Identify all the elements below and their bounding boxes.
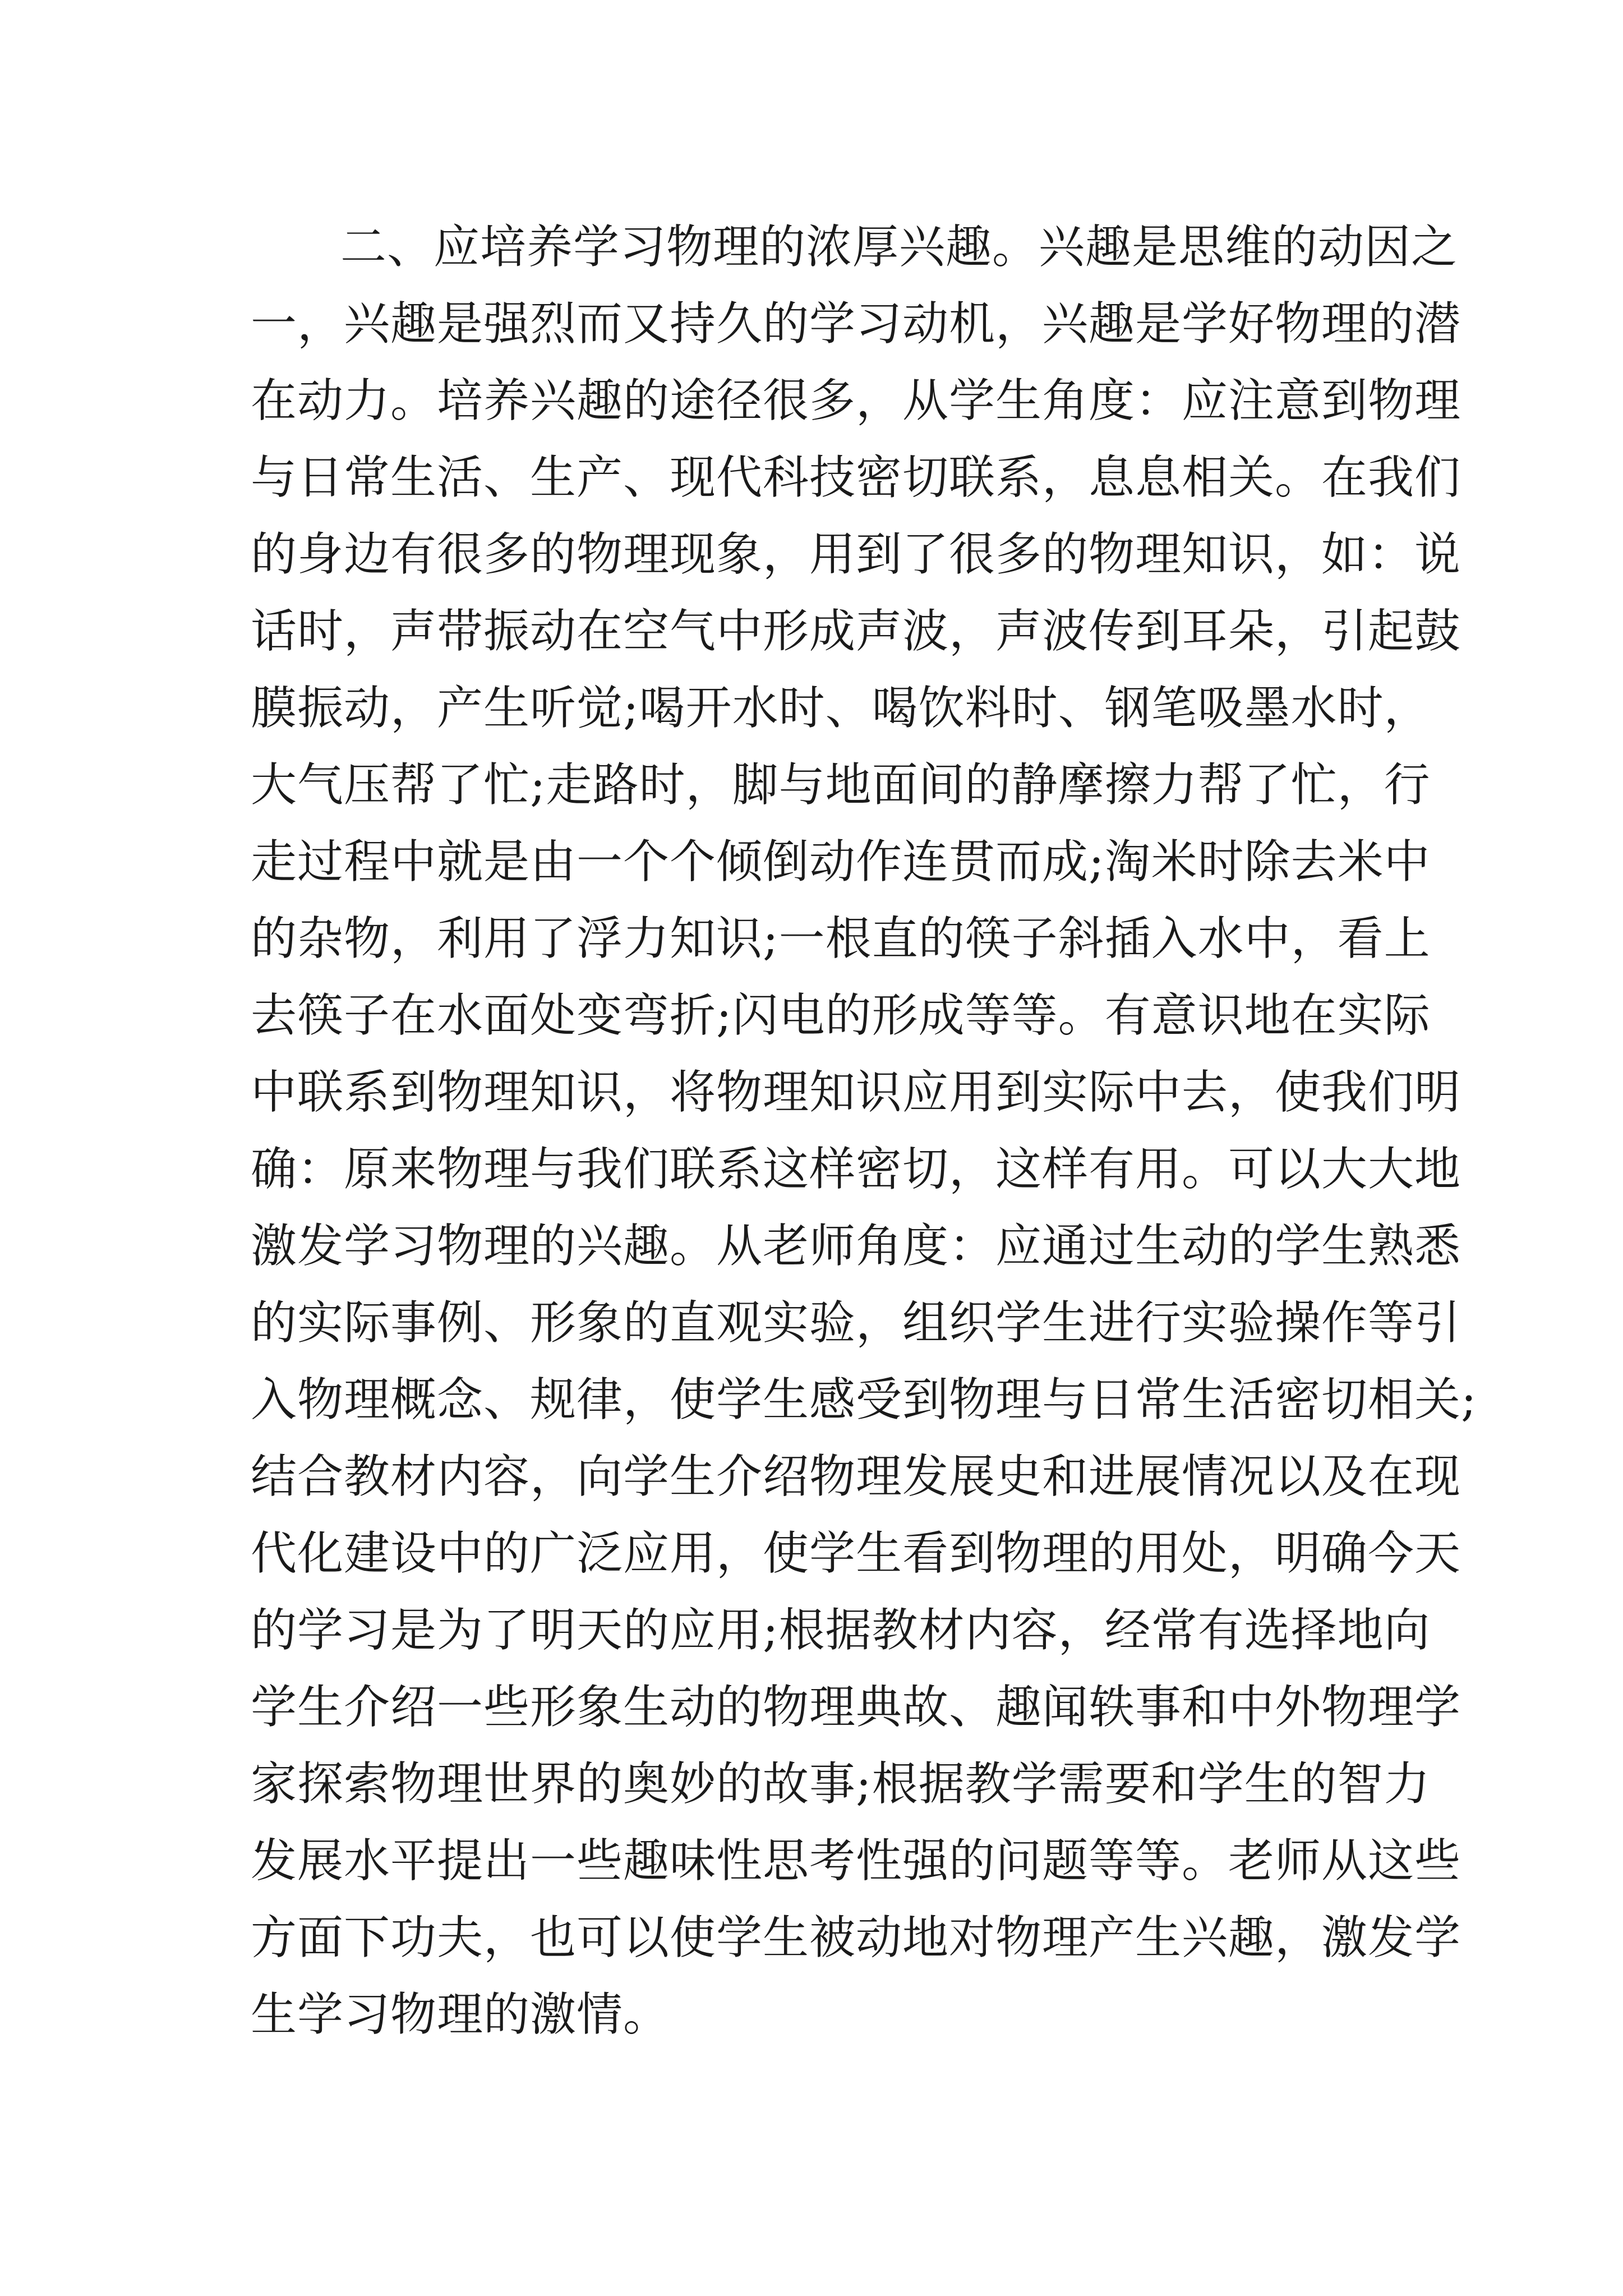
paragraph-line: 走过程中就是由一个个倾倒动作连贯而成;淘米时除去米中 <box>251 835 1431 889</box>
paragraph-line: 激发学习物理的兴趣。从老师角度：应通过生动的学生熟悉 <box>251 1220 1461 1273</box>
paragraph-line: 的学习是为了明天的应用;根据教材内容，经常有选择地向 <box>251 1604 1431 1657</box>
paragraph-line: 发展水平提出一些趣味性思考性强的问题等等。老师从这些 <box>251 1834 1461 1888</box>
paragraph-line: 生学习物理的激情。 <box>251 1988 670 2041</box>
paragraph-line: 中联系到物理知识，将物理知识应用到实际中去，使我们明 <box>251 1066 1461 1119</box>
paragraph-line: 家探索物理世界的奥妙的故事;根据教学需要和学生的智力 <box>251 1757 1431 1811</box>
paragraph-line: 膜振动，产生听觉;喝开水时、喝饮料时、钢笔吸墨水时， <box>251 682 1431 735</box>
paragraph-line: 的实际事例、形象的直观实验，组织学生进行实验操作等引 <box>251 1296 1461 1350</box>
paragraph-line: 二、应培养学习物理的浓厚兴趣。兴趣是思维的动因之 <box>340 220 1458 274</box>
paragraph-line: 结合教材内容，向学生介绍物理发展史和进展情况以及在现 <box>251 1450 1461 1503</box>
paragraph-line: 与日常生活、生产、现代科技密切联系，息息相关。在我们 <box>251 451 1461 504</box>
paragraph-line: 在动力。培养兴趣的途径很多，从学生角度：应注意到物理 <box>251 374 1461 427</box>
paragraph-line: 确：原来物理与我们联系这样密切，这样有用。可以大大地 <box>251 1143 1461 1196</box>
paragraph <box>251 209 1477 2053</box>
paragraph-line: 入物理概念、规律，使学生感受到物理与日常生活密切相关; <box>251 1373 1477 1427</box>
paragraph-line: 学生介绍一些形象生动的物理典故、趣闻轶事和中外物理学 <box>251 1681 1461 1734</box>
paragraph-line: 的身边有很多的物理现象，用到了很多的物理知识，如：说 <box>251 528 1461 581</box>
paragraph-line: 方面下功夫，也可以使学生被动地对物理产生兴趣，激发学 <box>251 1911 1461 1964</box>
paragraph-line: 大气压帮了忙;走路时，脚与地面间的静摩擦力帮了忙，行 <box>251 758 1431 812</box>
paragraph-line: 的杂物，利用了浮力知识;一根直的筷子斜插入水中，看上 <box>251 912 1431 965</box>
paragraph-line: 话时，声带振动在空气中形成声波，声波传到耳朵，引起鼓 <box>251 605 1461 658</box>
paragraph-line: 去筷子在水面处变弯折;闪电的形成等等。有意识地在实际 <box>251 989 1431 1042</box>
paragraph-line: 代化建设中的广泛应用，使学生看到物理的用处，明确今天 <box>251 1527 1461 1580</box>
paragraph-line: 一，兴趣是强烈而又持久的学习动机，兴趣是学好物理的潜 <box>251 297 1461 351</box>
